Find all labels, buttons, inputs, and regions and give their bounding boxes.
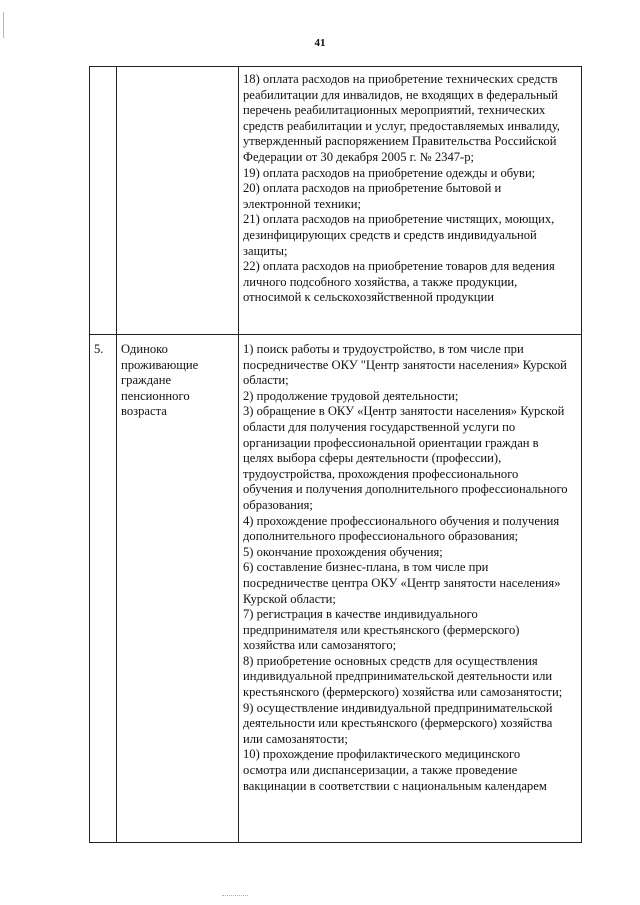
text-line: посредничестве ОКУ "Центр занятости населения» Курской [243,357,567,372]
text-line: образования; [243,497,313,512]
measures-cell [239,335,582,843]
text-line: Курской области; [243,591,336,606]
text-line: обучения и получения дополнительного профессионального [243,482,568,497]
text-line: или самозанятости; [243,731,348,746]
text-line: предпринимателя или крестьянского (фермерского) [243,622,520,637]
text-line: Одиноко [121,342,168,356]
text-line: 7) регистрация в качестве индивидуального [243,607,478,622]
text-line: утвержденный распоряжением Правительства Российской [243,134,557,149]
row-number-cell [90,67,117,335]
measures-table [89,66,582,843]
text-line: возраста [121,404,167,419]
text-line: реабилитации для инвалидов, не входящих в федеральный [243,87,558,102]
text-line: 20) оплата расходов на приобретение бытовой и [243,181,502,196]
text-line: области для получения государственной услуги по [243,419,516,434]
scan-bottom-mark [222,895,248,897]
table-row-continuation [90,67,582,335]
text-line: дезинфицирующих средств и средств индивидуальной [243,227,537,242]
text-line: посредничестве центра ОКУ «Центр занятости населения» [243,575,561,590]
measures-cell [239,67,582,335]
text-line: 9) осуществление индивидуальной предпринимательской [243,700,553,715]
text-line: дополнительного профессионального образования; [243,529,519,544]
text-line: пенсионного [121,388,190,403]
category-cell [117,335,239,843]
text-line: 6) составление бизнес-плана, в том числе при [243,560,489,575]
text-line: целях выбора сферы деятельности (профессии), [243,451,502,466]
text-line: Федерации от 30 декабря 2005 г. № 2347-р; [243,149,475,164]
text-line: деятельности или крестьянского (фермерского) хозяйства [243,716,553,731]
text-line: защиты; [243,243,288,258]
text-line: проживающие [121,357,199,372]
text-line: осмотра или диспансеризации, а также проведение [243,763,518,778]
text-line: 18) оплата расходов на приобретение технических средств [243,72,558,86]
category-cell [117,67,239,335]
text-line: электронной техники; [243,196,361,211]
text-line: 8) приобретение основных средств для осуществления [243,653,538,668]
text-line: вакцинации в соответствии с национальным календарем [243,778,547,793]
scan-edge-mark [3,12,4,38]
table-row-5 [90,335,582,843]
text-line: 4) прохождение профессионального обучения и получения [243,513,560,528]
text-line: средств реабилитации и услуг, предоставляемых инвалиду, [243,118,560,133]
text-line: граждане [121,373,172,388]
text-line: 5) окончание прохождения обучения; [243,544,443,559]
text-line: 3) обращение в ОКУ «Центр занятости населения» Курской [243,404,565,419]
text-line: индивидуальной предпринимательской деятельности или [243,669,553,684]
text-line: 19) оплата расходов на приобретение одежды и обуви; [243,165,536,180]
text-line: трудоустройства, прохождения профессионального [243,466,519,481]
text-line: организации профессиональной ориентации граждан в [243,435,539,450]
text-line: перечень реабилитационных мероприятий, технических [243,103,546,118]
text-line: относимой к сельскохозяйственной продукции [243,290,495,305]
page-number: 41 [314,37,326,49]
text-line: хозяйства или самозанятого; [243,638,397,653]
text-line: 22) оплата расходов на приобретение товаров для ведения [243,259,555,274]
row-number-cell: 5. [90,335,117,843]
text-line: 10) прохождение профилактического медицинского [243,747,521,762]
text-line: 2) продолжение трудовой деятельности; [243,388,459,403]
text-line: крестьянского (фермерского) хозяйства или самозанятости; [243,685,563,700]
text-line: 1) поиск работы и трудоустройство, в том числе при [243,342,524,356]
text-line: области; [243,373,289,388]
text-line: 21) оплата расходов на приобретение чистящих, моющих, [243,212,555,227]
text-line: личного подсобного хозяйства, а также продукции, [243,274,518,289]
